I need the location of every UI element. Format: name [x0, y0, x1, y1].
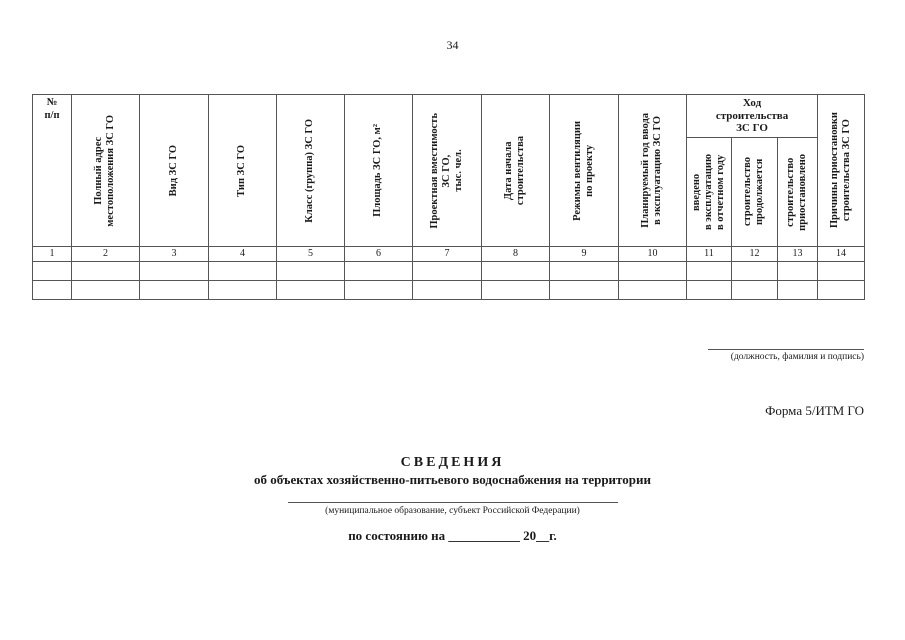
- column-number: 11: [687, 246, 732, 261]
- form-code: Форма 5/ИТМ ГО: [765, 403, 864, 418]
- column-number: 3: [140, 246, 209, 261]
- column-number: 4: [209, 246, 277, 261]
- header-start-date: Дата начала строительства: [482, 95, 550, 247]
- header-suspension-reasons: Причины приостановки строительства ЗС ГО: [818, 95, 865, 247]
- header-ventilation: Режимы вентиляции по проекту: [550, 95, 619, 247]
- column-number: 6: [345, 246, 413, 261]
- territory-caption: (муниципальное образование, субъект Российской Федерации): [325, 506, 580, 516]
- signature-line: [708, 349, 864, 350]
- document-title: СВЕДЕНИЯ: [400, 455, 505, 470]
- document-subtitle: об объектах хозяйственно-питьевого водоснабжения на территории: [254, 472, 651, 487]
- header-capacity: Проектная вместимость ЗС ГО, тыс. чел.: [413, 95, 482, 247]
- header-planned-year: Планируемый год ввода в эксплуатацию ЗС ГО: [619, 95, 687, 247]
- column-number: 7: [413, 246, 482, 261]
- column-number: 12: [732, 246, 778, 261]
- column-number: 10: [619, 246, 687, 261]
- header-construction-progress: Ход строительства ЗС ГО: [687, 95, 818, 138]
- header-area: Площадь ЗС ГО, м²: [345, 95, 413, 247]
- header-commissioned: введено в эксплуатацию в отчетном году: [687, 137, 732, 246]
- column-number: 8: [482, 246, 550, 261]
- header-suspended: строительство приостановлено: [778, 137, 818, 246]
- column-number: 2: [72, 246, 140, 261]
- page-number: 34: [446, 38, 459, 52]
- blank-row: [33, 280, 865, 299]
- header-type: Тип ЗС ГО: [209, 95, 277, 247]
- column-number: 13: [778, 246, 818, 261]
- header-address: Полный адрес местоположения ЗС ГО: [72, 95, 140, 247]
- header-kind: Вид ЗС ГО: [140, 95, 209, 247]
- header-row: [33, 95, 865, 138]
- blank-row: [33, 261, 865, 280]
- as-of-date-line: по состоянию на ___________ 20__г.: [348, 528, 557, 543]
- header-ongoing: строительство продолжается: [732, 137, 778, 246]
- column-number-row: [33, 246, 865, 261]
- header-class: Класс (группа) ЗС ГО: [277, 95, 345, 247]
- column-number: 5: [277, 246, 345, 261]
- column-number: 1: [33, 246, 72, 261]
- header-number: № п/п: [33, 95, 72, 247]
- territory-line: [288, 502, 618, 503]
- signature-caption: (должность, фамилия и подпись): [730, 352, 864, 362]
- register-table: [32, 94, 865, 300]
- column-number: 14: [818, 246, 865, 261]
- column-number: 9: [550, 246, 619, 261]
